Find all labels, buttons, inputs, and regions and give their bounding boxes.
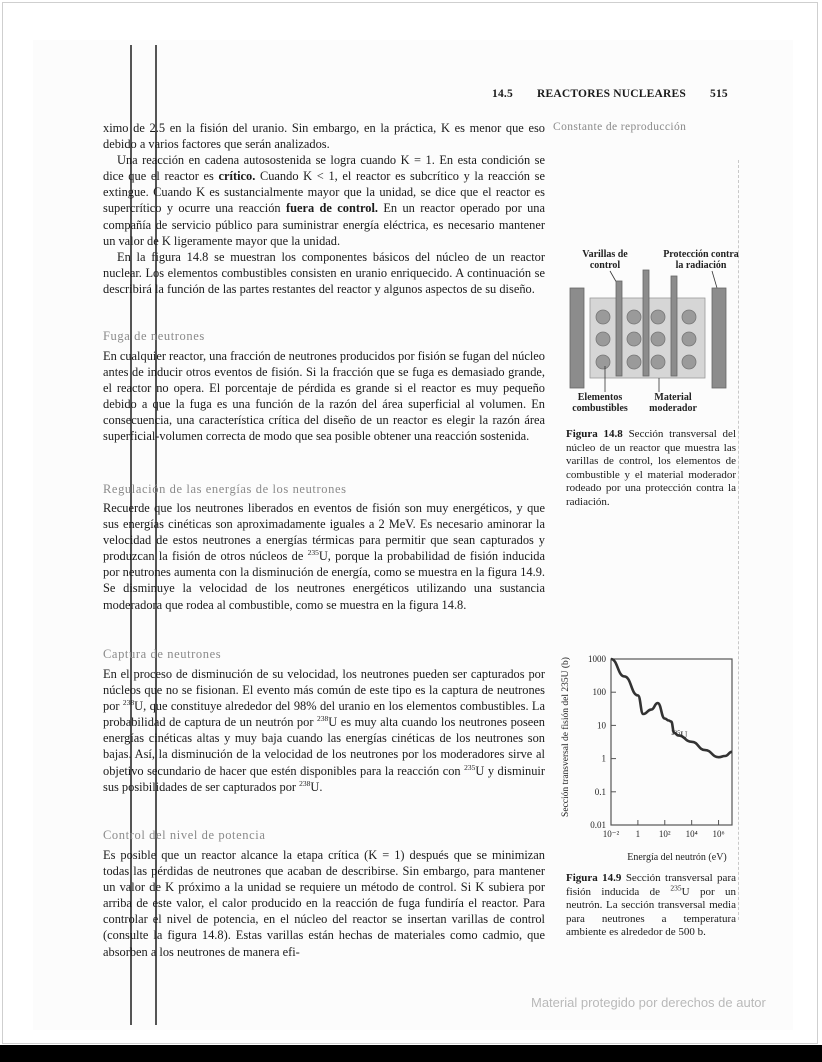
fission-cross-section-chart <box>555 645 770 870</box>
fuel-element <box>651 355 665 369</box>
label-moderator: moderador <box>649 403 697 414</box>
term-out-of-control: fuera de control. <box>285 201 378 216</box>
reactor-core-diagram <box>555 240 750 415</box>
intro-text <box>103 120 545 297</box>
y-axis-label: Sección transversal de fisión del 235U (b) <box>561 657 571 817</box>
control-rod <box>616 281 622 376</box>
section-heading: Fuga de neutrones <box>103 329 205 343</box>
label-radiation-shield: la radiación <box>675 260 727 271</box>
fuel-element <box>596 310 610 324</box>
section-number: 14.5 <box>492 88 513 100</box>
section-text <box>103 500 545 613</box>
figure-14-8-caption: Figura 14.8 Sección transversal del núcleo de un reactor que muestra las varillas de control, los elementos de combustible y el material moderador rodeado por una protección contra la radiación. <box>566 428 736 508</box>
fuel-element <box>596 332 610 346</box>
y-tick-label: 1000 <box>588 654 606 664</box>
paragraph: En cualquier reactor, una fracción de neutrones producidos por fisión se fugan del núcleo antes de inducir otros eventos de fisión. Si la fracción que se fuga es demasiado grande, el reactor no opera. El porcentaje de pérdida es grande si el reactor es muy pequeño debido a que la fuga es una función de la razón del área superficial al volumen. En consecuencia, una característica crítica del diseño de un reactor es elegir la razón área superficial-volumen correcta de modo que sea posible obtener una reacción sostenida. <box>103 349 545 444</box>
label-control-rods: Varillas de <box>582 249 628 260</box>
y-tick-label: 0.1 <box>594 786 606 797</box>
figure-14-9-caption: Figura 14.9 Sección transversal para fisión inducida de $^{235}$U por un neutrón. La sección transversal media para neutrones a temperatura ambiente es alrededor de 500 b. <box>566 872 736 938</box>
term-critical: crítico. <box>218 169 256 184</box>
y-tick-label: 100 <box>592 687 606 698</box>
control-rod <box>671 276 677 376</box>
label-fuel-elements: Elementos <box>577 392 623 403</box>
copyright-watermark: Material protegido por derechos de autor <box>531 995 766 1010</box>
paragraph: Recuerde que los neutrones liberados en eventos de fisión son muy energéticos, y que sus energías cinéticas son aproximadamente iguales a 2 MeV. Es necesario aminorar la velocidad de estos neutrones a energías térmicas para permitir que sean capturados y produzcan la fisión de otros núcleos de $^{235}$U, porque la probabilidad de fisión inducida por neutrones aumenta con la disminución de energía, como se muestra en la figura 14.9. Se disminuye la velocidad de los neutrones energéticos utilizando una sustancia moderadora que rodea al combustible, como se muestra en la figura 14.8. <box>103 501 545 612</box>
section-text <box>103 847 545 960</box>
x-tick-label: 1 <box>635 829 641 839</box>
x-tick-label: 10⁶ <box>712 829 725 839</box>
fuel-element <box>627 310 641 324</box>
series-line-235U <box>611 659 732 757</box>
fuel-element <box>651 332 665 346</box>
fuel-element <box>596 355 610 369</box>
fuel-element <box>682 355 696 369</box>
control-rod <box>643 270 649 376</box>
section-heading: Captura de neutrones <box>103 647 222 661</box>
section-text <box>103 348 545 445</box>
margin-note: Constante de reproducción <box>553 121 687 133</box>
section-text <box>103 666 545 795</box>
fuel-element <box>651 310 665 324</box>
series-annotation: $^{235}$U <box>671 730 688 742</box>
section-heading: Regulación de las energías de los neutrones <box>103 482 347 496</box>
section-heading: Control del nivel de potencia <box>103 828 266 842</box>
label-control-rods: control <box>589 260 621 271</box>
fuel-element <box>682 310 696 324</box>
fuel-element <box>682 332 696 346</box>
page-number: 515 <box>710 88 728 100</box>
x-tick-label: 10⁻² <box>602 829 620 839</box>
paragraph: ximo de 2.5 en la fisión del uranio. Sin embargo, en la práctica, K es menor que eso debido a varios factores que serán analizados. <box>103 121 545 152</box>
x-tick-label: 10² <box>658 829 671 839</box>
x-tick-label: 10⁴ <box>685 829 698 839</box>
label-moderator: Material <box>654 392 692 403</box>
paragraph: Es posible que un reactor alcance la etapa crítica (K = 1) después que se minimizan todas las pérdidas de neutrones que acaban de describirse. Sin embargo, para mantener un valor de K próximo a la unidad se requiere un método de control. Si K subiera por arriba de este valor, el calor producido en la reacción de fuga fundiría el reactor. Para controlar el nivel de potencia, en el núcleo del reactor se insertan varillas de control (consulte la figura 14.8). Estas varillas están hechas de materiales como cadmio, que absorben a los neutrones de manera efi- <box>103 848 545 959</box>
radiation-shield-right <box>712 288 726 388</box>
fuel-element <box>627 355 641 369</box>
figure-label: Figura 14.9 <box>566 872 622 884</box>
y-tick-label: 0.01 <box>590 820 606 830</box>
paragraph: En la figura 14.8 se muestran los componentes básicos del núcleo de un reactor nuclear. Los elementos combustibles consisten en uranio enriquecido. A continuación se describirá la función de las partes restantes del reactor y algunos aspectos de su diseño. <box>103 249 545 296</box>
label-fuel-elements: combustibles <box>572 403 628 414</box>
y-tick-label: 10 <box>597 720 606 731</box>
paragraph: Una reacción en cadena autosostenida se logra cuando K = 1. En esta condición se dice que el reactor es crítico. Cuando K < 1, el reactor es subcrítico y la reacción se extingue. Cuando K es sustancialmente mayor que la unidad, se dice que el reactor es supercrítico y ocurre una reacción fuera de control. En un reactor operado por una compañía de servicio público para suministrar energía eléctrica, es necesario mantener un valor de K ligeramente mayor que la unidad. <box>103 153 545 248</box>
fuel-element <box>627 332 641 346</box>
x-axis-label: Energía del neutrón (eV) <box>627 852 727 863</box>
label-radiation-shield: Protección contra <box>663 249 739 260</box>
running-title: REACTORES NUCLEARES <box>537 88 686 100</box>
radiation-shield-left <box>570 288 584 388</box>
bottom-bar <box>0 1045 822 1062</box>
y-tick-label: 1 <box>601 753 606 764</box>
figure-label: Figura 14.8 <box>566 428 623 440</box>
paragraph: En el proceso de disminución de su velocidad, los neutrones pueden ser capturados por núcleos que no se fisionan. El evento más común de este tipo es la captura de neutrones por $^{238}$U, que constituye alrededor del 98% del uranio en los elementos combustibles. La probabilidad de captura de un neutrón por $^{238}$U es muy alta cuando los neutrones poseen energías cinéticas altas y muy baja cuando las energías cinéticas de los neutrones son bajas. Así, la disminución de la velocidad de los neutrones por los moderadores sirve al objetivo secundario de hacer que estén disponibles para la reacción con $^{235}$U y disminuir sus posibilidades de ser capturados por $^{238}$U. <box>103 667 546 794</box>
